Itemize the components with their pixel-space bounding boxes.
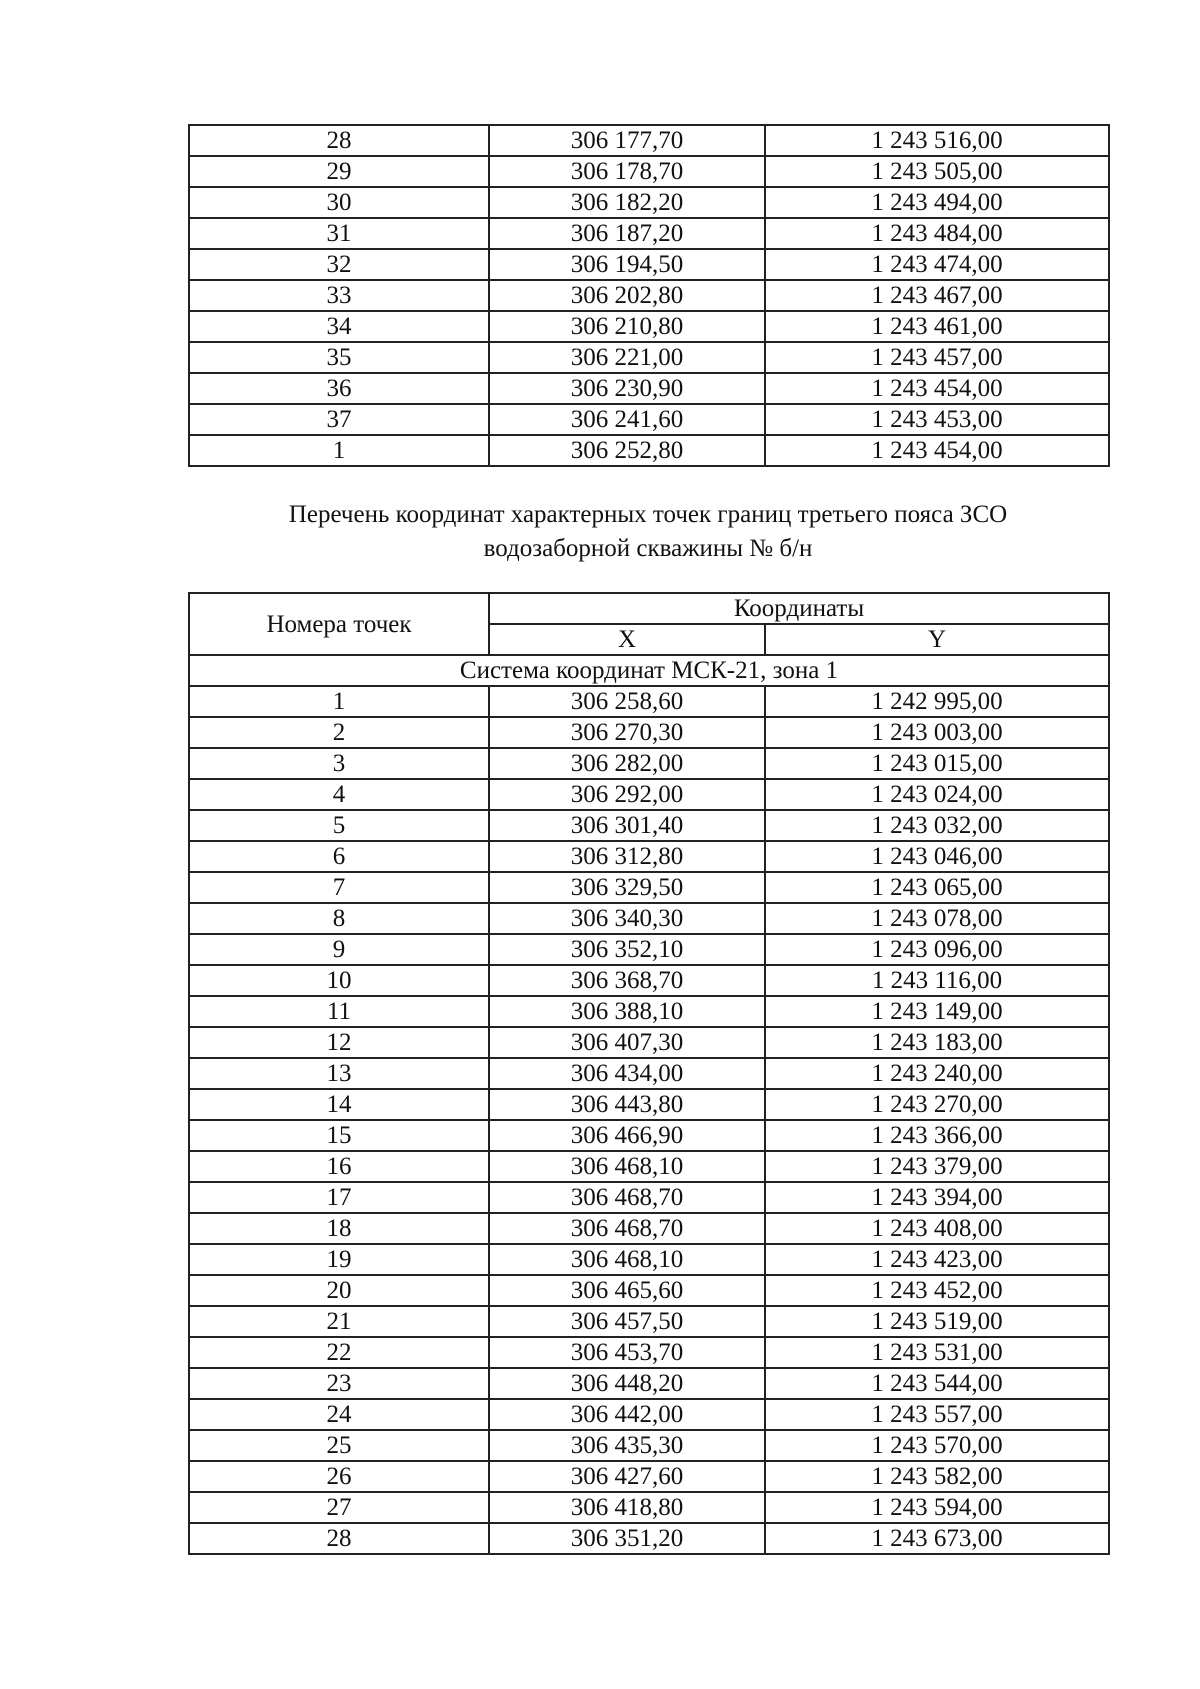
point-number-cell: 22 [189, 1337, 489, 1368]
point-number-cell: 8 [189, 903, 489, 934]
table-row [189, 1306, 1109, 1337]
y-coordinate-cell: 1 243 366,00 [765, 1120, 1109, 1151]
y-coordinate-cell: 1 243 452,00 [765, 1275, 1109, 1306]
x-coordinate-cell: 306 457,50 [489, 1306, 765, 1337]
point-number-cell: 29 [189, 156, 489, 187]
x-coordinate-cell: 306 329,50 [489, 872, 765, 903]
point-number-cell: 4 [189, 779, 489, 810]
header-y: Y [765, 624, 1109, 655]
point-number-cell: 25 [189, 1430, 489, 1461]
point-number-cell: 12 [189, 1027, 489, 1058]
point-number-cell: 13 [189, 1058, 489, 1089]
y-coordinate-cell: 1 243 570,00 [765, 1430, 1109, 1461]
table-row [189, 280, 1109, 311]
point-number-cell: 21 [189, 1306, 489, 1337]
x-coordinate-cell: 306 312,80 [489, 841, 765, 872]
y-coordinate-cell: 1 243 394,00 [765, 1182, 1109, 1213]
x-coordinate-cell: 306 187,20 [489, 218, 765, 249]
point-number-cell: 27 [189, 1492, 489, 1523]
y-coordinate-cell: 1 243 183,00 [765, 1027, 1109, 1058]
x-coordinate-cell: 306 443,80 [489, 1089, 765, 1120]
header-x: X [489, 624, 765, 655]
x-coordinate-cell: 306 178,70 [489, 156, 765, 187]
table-row [189, 1213, 1109, 1244]
table-row [189, 841, 1109, 872]
point-number-cell: 34 [189, 311, 489, 342]
x-coordinate-cell: 306 352,10 [489, 934, 765, 965]
table-row [189, 1399, 1109, 1430]
table-row [189, 249, 1109, 280]
x-coordinate-cell: 306 418,80 [489, 1492, 765, 1523]
point-number-cell: 17 [189, 1182, 489, 1213]
point-number-cell: 30 [189, 187, 489, 218]
x-coordinate-cell: 306 468,70 [489, 1213, 765, 1244]
x-coordinate-cell: 306 442,00 [489, 1399, 765, 1430]
table-row [189, 748, 1109, 779]
y-coordinate-cell: 1 243 594,00 [765, 1492, 1109, 1523]
point-number-cell: 10 [189, 965, 489, 996]
point-number-cell: 36 [189, 373, 489, 404]
point-number-cell: 18 [189, 1213, 489, 1244]
point-number-cell: 7 [189, 872, 489, 903]
table-row [189, 156, 1109, 187]
y-coordinate-cell: 1 243 474,00 [765, 249, 1109, 280]
table-row [189, 1027, 1109, 1058]
x-coordinate-cell: 306 448,20 [489, 1368, 765, 1399]
table-row [189, 686, 1109, 717]
x-coordinate-cell: 306 282,00 [489, 748, 765, 779]
point-number-cell: 19 [189, 1244, 489, 1275]
table-row [189, 1430, 1109, 1461]
point-number-cell: 33 [189, 280, 489, 311]
y-coordinate-cell: 1 243 484,00 [765, 218, 1109, 249]
x-coordinate-cell: 306 292,00 [489, 779, 765, 810]
table-row [189, 872, 1109, 903]
x-coordinate-cell: 306 468,10 [489, 1244, 765, 1275]
x-coordinate-cell: 306 465,60 [489, 1275, 765, 1306]
table-row [189, 125, 1109, 156]
point-number-cell: 5 [189, 810, 489, 841]
x-coordinate-cell: 306 468,10 [489, 1151, 765, 1182]
heading-line-1: Перечень координат характерных точек границ третьего пояса ЗСО [288, 501, 1008, 528]
point-number-cell: 26 [189, 1461, 489, 1492]
x-coordinate-cell: 306 368,70 [489, 965, 765, 996]
x-coordinate-cell: 306 210,80 [489, 311, 765, 342]
y-coordinate-cell: 1 243 461,00 [765, 311, 1109, 342]
x-coordinate-cell: 306 388,10 [489, 996, 765, 1027]
point-number-cell: 3 [189, 748, 489, 779]
coordinate-system-row [189, 655, 1109, 686]
y-coordinate-cell: 1 243 544,00 [765, 1368, 1109, 1399]
header-row [189, 593, 1109, 624]
table-row [189, 1182, 1109, 1213]
y-coordinate-cell: 1 243 494,00 [765, 187, 1109, 218]
y-coordinate-cell: 1 243 673,00 [765, 1523, 1109, 1554]
y-coordinate-cell: 1 243 519,00 [765, 1306, 1109, 1337]
table-row [189, 311, 1109, 342]
table-row [189, 965, 1109, 996]
point-number-cell: 28 [189, 125, 489, 156]
table-row [189, 1275, 1109, 1306]
y-coordinate-cell: 1 243 582,00 [765, 1461, 1109, 1492]
point-number-cell: 14 [189, 1089, 489, 1120]
y-coordinate-cell: 1 243 116,00 [765, 965, 1109, 996]
header-point-numbers: Номера точек [189, 593, 489, 655]
x-coordinate-cell: 306 427,60 [489, 1461, 765, 1492]
y-coordinate-cell: 1 243 240,00 [765, 1058, 1109, 1089]
y-coordinate-cell: 1 243 046,00 [765, 841, 1109, 872]
point-number-cell: 1 [189, 686, 489, 717]
coordinates-table [188, 592, 1110, 1555]
coordinates-table-continuation [188, 124, 1110, 467]
point-number-cell: 37 [189, 404, 489, 435]
x-coordinate-cell: 306 466,90 [489, 1120, 765, 1151]
table-row [189, 1089, 1109, 1120]
table-row [189, 218, 1109, 249]
y-coordinate-cell: 1 243 032,00 [765, 810, 1109, 841]
table-row [189, 187, 1109, 218]
table-row [189, 934, 1109, 965]
x-coordinate-cell: 306 252,80 [489, 435, 765, 466]
point-number-cell: 15 [189, 1120, 489, 1151]
point-number-cell: 32 [189, 249, 489, 280]
x-coordinate-cell: 306 435,30 [489, 1430, 765, 1461]
x-coordinate-cell: 306 468,70 [489, 1182, 765, 1213]
coordinates-table-body [189, 686, 1109, 1554]
x-coordinate-cell: 306 258,60 [489, 686, 765, 717]
table-row [189, 996, 1109, 1027]
table-row [189, 903, 1109, 934]
table-row [189, 717, 1109, 748]
y-coordinate-cell: 1 243 003,00 [765, 717, 1109, 748]
heading-line-2: водозаборной скважины № б/н [483, 535, 813, 562]
y-coordinate-cell: 1 243 408,00 [765, 1213, 1109, 1244]
y-coordinate-cell: 1 243 015,00 [765, 748, 1109, 779]
coordinate-system-label: Система координат МСК-21, зона 1 [189, 655, 1109, 686]
x-coordinate-cell: 306 230,90 [489, 373, 765, 404]
document-heading [188, 498, 1108, 566]
table-row [189, 1337, 1109, 1368]
table-row [189, 779, 1109, 810]
table-row [189, 1058, 1109, 1089]
y-coordinate-cell: 1 243 149,00 [765, 996, 1109, 1027]
point-number-cell: 24 [189, 1399, 489, 1430]
table-row [189, 342, 1109, 373]
point-number-cell: 16 [189, 1151, 489, 1182]
y-coordinate-cell: 1 243 453,00 [765, 404, 1109, 435]
y-coordinate-cell: 1 243 454,00 [765, 373, 1109, 404]
table-row [189, 404, 1109, 435]
point-number-cell: 35 [189, 342, 489, 373]
x-coordinate-cell: 306 182,20 [489, 187, 765, 218]
table-row [189, 1368, 1109, 1399]
x-coordinate-cell: 306 340,30 [489, 903, 765, 934]
table-row [189, 1461, 1109, 1492]
y-coordinate-cell: 1 243 557,00 [765, 1399, 1109, 1430]
x-coordinate-cell: 306 194,50 [489, 249, 765, 280]
point-number-cell: 11 [189, 996, 489, 1027]
x-coordinate-cell: 306 453,70 [489, 1337, 765, 1368]
table-row [189, 810, 1109, 841]
table-row [189, 1492, 1109, 1523]
point-number-cell: 20 [189, 1275, 489, 1306]
table-row [189, 1523, 1109, 1554]
point-number-cell: 1 [189, 435, 489, 466]
coordinates-table-continuation-body [189, 125, 1109, 466]
x-coordinate-cell: 306 407,30 [489, 1027, 765, 1058]
point-number-cell: 2 [189, 717, 489, 748]
x-coordinate-cell: 306 270,30 [489, 717, 765, 748]
y-coordinate-cell: 1 243 024,00 [765, 779, 1109, 810]
x-coordinate-cell: 306 241,60 [489, 404, 765, 435]
x-coordinate-cell: 306 301,40 [489, 810, 765, 841]
x-coordinate-cell: 306 202,80 [489, 280, 765, 311]
y-coordinate-cell: 1 242 995,00 [765, 686, 1109, 717]
y-coordinate-cell: 1 243 505,00 [765, 156, 1109, 187]
x-coordinate-cell: 306 351,20 [489, 1523, 765, 1554]
point-number-cell: 31 [189, 218, 489, 249]
y-coordinate-cell: 1 243 065,00 [765, 872, 1109, 903]
y-coordinate-cell: 1 243 516,00 [765, 125, 1109, 156]
table-row [189, 1151, 1109, 1182]
coordinates-table-header [189, 593, 1109, 686]
x-coordinate-cell: 306 434,00 [489, 1058, 765, 1089]
y-coordinate-cell: 1 243 467,00 [765, 280, 1109, 311]
header-coordinates: Координаты [489, 593, 1109, 624]
y-coordinate-cell: 1 243 423,00 [765, 1244, 1109, 1275]
table-row [189, 435, 1109, 466]
y-coordinate-cell: 1 243 457,00 [765, 342, 1109, 373]
y-coordinate-cell: 1 243 270,00 [765, 1089, 1109, 1120]
y-coordinate-cell: 1 243 096,00 [765, 934, 1109, 965]
x-coordinate-cell: 306 177,70 [489, 125, 765, 156]
point-number-cell: 28 [189, 1523, 489, 1554]
x-coordinate-cell: 306 221,00 [489, 342, 765, 373]
y-coordinate-cell: 1 243 454,00 [765, 435, 1109, 466]
y-coordinate-cell: 1 243 379,00 [765, 1151, 1109, 1182]
y-coordinate-cell: 1 243 078,00 [765, 903, 1109, 934]
point-number-cell: 23 [189, 1368, 489, 1399]
table-row [189, 373, 1109, 404]
point-number-cell: 6 [189, 841, 489, 872]
table-row [189, 1244, 1109, 1275]
point-number-cell: 9 [189, 934, 489, 965]
table-row [189, 1120, 1109, 1151]
y-coordinate-cell: 1 243 531,00 [765, 1337, 1109, 1368]
